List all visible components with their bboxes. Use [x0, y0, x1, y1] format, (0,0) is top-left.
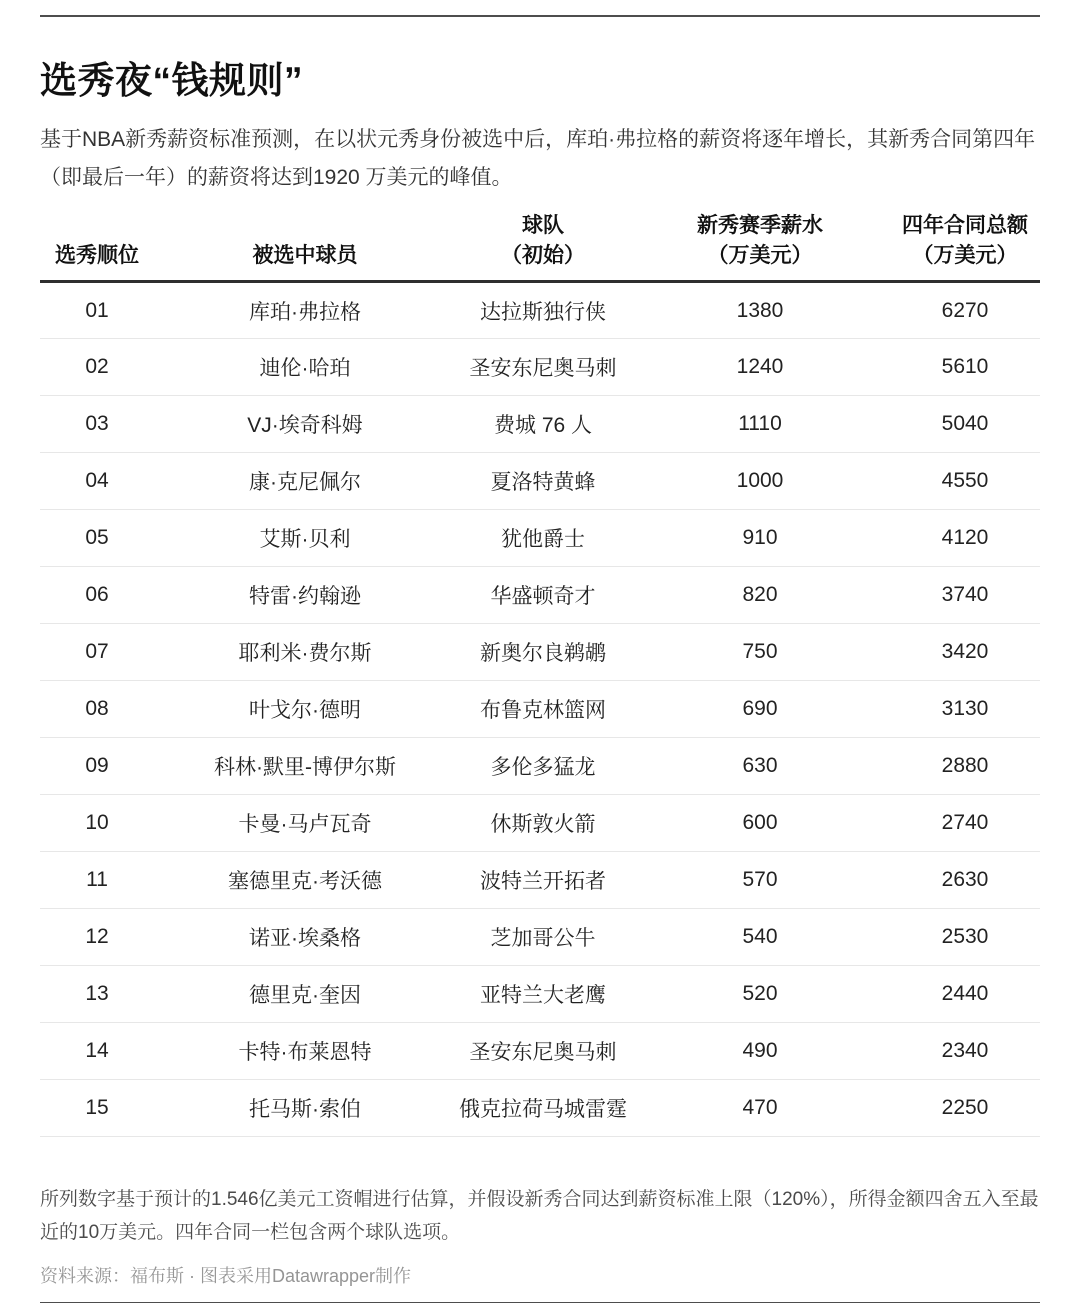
cell-total: 2440 [890, 966, 1040, 1023]
cell-total: 4120 [890, 510, 1040, 567]
column-header-label: 被选中球员 [252, 244, 358, 267]
column-header-sublabel: （万美元） [912, 244, 1018, 267]
column-header-pick [40, 205, 154, 282]
cell-pick: 07 [40, 624, 154, 681]
cell-team: 华盛顿奇才 [456, 567, 630, 624]
cell-total: 2630 [890, 852, 1040, 909]
table-row [40, 852, 1040, 909]
table-row [40, 396, 1040, 453]
column-header-salary [630, 205, 890, 282]
cell-pick: 08 [40, 681, 154, 738]
cell-player: 叶戈尔·德明 [154, 681, 456, 738]
table-row [40, 681, 1040, 738]
column-header-sublabel: （初始） [501, 244, 585, 267]
table-row [40, 1080, 1040, 1137]
cell-salary: 1240 [630, 339, 890, 396]
cell-player: 德里克·奎因 [154, 966, 456, 1023]
cell-pick: 05 [40, 510, 154, 567]
table-row [40, 795, 1040, 852]
cell-pick: 04 [40, 453, 154, 510]
table-row [40, 966, 1040, 1023]
cell-salary: 490 [630, 1023, 890, 1080]
footnote: 所列数字基于预计的1.546亿美元工资帽进行估算，并假设新秀合同达到薪资标准上限（120%），所得金额四舍五入至最近的10万美元。四年合同一栏包含两个球队选项。 [40, 1189, 1039, 1243]
cell-total: 2250 [890, 1080, 1040, 1137]
table-header [40, 205, 1040, 282]
cell-salary: 1000 [630, 453, 890, 510]
cell-pick: 09 [40, 738, 154, 795]
table-row [40, 738, 1040, 795]
cell-team: 亚特兰大老鹰 [456, 966, 630, 1023]
cell-player: 艾斯·贝利 [154, 510, 456, 567]
column-header-total [890, 205, 1040, 282]
cell-pick: 01 [40, 282, 154, 339]
cell-total: 2340 [890, 1023, 1040, 1080]
cell-team: 波特兰开拓者 [456, 852, 630, 909]
cell-team: 布鲁克林篮网 [456, 681, 630, 738]
cell-team: 休斯敦火箭 [456, 795, 630, 852]
cell-salary: 520 [630, 966, 890, 1023]
cell-salary: 570 [630, 852, 890, 909]
cell-total: 3130 [890, 681, 1040, 738]
column-header-label: 四年合同总额 [902, 214, 1028, 237]
cell-salary: 1110 [630, 396, 890, 453]
salary-table [40, 205, 1040, 1137]
cell-player: 托马斯·索伯 [154, 1080, 456, 1137]
table-row [40, 624, 1040, 681]
cell-total: 5610 [890, 339, 1040, 396]
column-header-player [154, 205, 456, 282]
cell-player: 诺亚·埃桑格 [154, 909, 456, 966]
cell-pick: 14 [40, 1023, 154, 1080]
column-header-label: 选秀顺位 [55, 244, 139, 267]
cell-pick: 12 [40, 909, 154, 966]
source-line: 资料来源：福布斯 · 图表采用Datawrapper制作 [40, 1266, 412, 1286]
cell-pick: 13 [40, 966, 154, 1023]
cell-pick: 03 [40, 396, 154, 453]
cell-pick: 02 [40, 339, 154, 396]
cell-team: 俄克拉荷马城雷霆 [456, 1080, 630, 1137]
cell-team: 费城 76 人 [456, 396, 630, 453]
cell-player: 塞德里克·考沃德 [154, 852, 456, 909]
column-header-sublabel: （万美元） [707, 244, 813, 267]
cell-salary: 630 [630, 738, 890, 795]
cell-salary: 540 [630, 909, 890, 966]
cell-pick: 11 [40, 852, 154, 909]
cell-team: 圣安东尼奥马刺 [456, 339, 630, 396]
cell-team: 芝加哥公牛 [456, 909, 630, 966]
cell-team: 达拉斯独行侠 [456, 282, 630, 339]
cell-team: 圣安东尼奥马刺 [456, 1023, 630, 1080]
cell-player: 科林·默里-博伊尔斯 [154, 738, 456, 795]
cell-total: 3740 [890, 567, 1040, 624]
column-header-label: 新秀赛季薪水 [697, 214, 823, 237]
cell-total: 3420 [890, 624, 1040, 681]
cell-team: 新奥尔良鹈鹕 [456, 624, 630, 681]
cell-player: 卡曼·马卢瓦奇 [154, 795, 456, 852]
cell-salary: 1380 [630, 282, 890, 339]
cell-team: 夏洛特黄蜂 [456, 453, 630, 510]
cell-player: 特雷·约翰逊 [154, 567, 456, 624]
cell-total: 2880 [890, 738, 1040, 795]
cell-player: VJ·埃奇科姆 [154, 396, 456, 453]
top-divider [40, 15, 1040, 17]
cell-team: 多伦多猛龙 [456, 738, 630, 795]
table-row [40, 453, 1040, 510]
cell-player: 库珀·弗拉格 [154, 282, 456, 339]
cell-salary: 820 [630, 567, 890, 624]
cell-salary: 910 [630, 510, 890, 567]
cell-player: 康·克尼佩尔 [154, 453, 456, 510]
cell-player: 卡特·布莱恩特 [154, 1023, 456, 1080]
chart-description: 基于NBA新秀薪资标准预测，在以状元秀身份被选中后，库珀·弗拉格的薪资将逐年增长，其新秀合同第四年（即最后一年）的薪资将达到1920 万美元的峰值。 [40, 128, 1036, 189]
cell-salary: 600 [630, 795, 890, 852]
cell-player: 耶利米·费尔斯 [154, 624, 456, 681]
page-title: 选秀夜“钱规则” [40, 60, 303, 101]
cell-player: 迪伦·哈珀 [154, 339, 456, 396]
table-header-row [40, 205, 1040, 282]
cell-team: 犹他爵士 [456, 510, 630, 567]
cell-total: 5040 [890, 396, 1040, 453]
cell-pick: 06 [40, 567, 154, 624]
table-row [40, 909, 1040, 966]
cell-pick: 15 [40, 1080, 154, 1137]
table-row [40, 567, 1040, 624]
cell-salary: 690 [630, 681, 890, 738]
cell-pick: 10 [40, 795, 154, 852]
table-row [40, 1023, 1040, 1080]
column-header-team [456, 205, 630, 282]
cell-total: 2740 [890, 795, 1040, 852]
table-row [40, 510, 1040, 567]
column-header-label: 球队 [522, 214, 564, 237]
table-row [40, 282, 1040, 339]
cell-salary: 470 [630, 1080, 890, 1137]
table-row [40, 339, 1040, 396]
cell-total: 2530 [890, 909, 1040, 966]
cell-salary: 750 [630, 624, 890, 681]
cell-total: 4550 [890, 453, 1040, 510]
cell-total: 6270 [890, 282, 1040, 339]
table-body [40, 282, 1040, 1137]
